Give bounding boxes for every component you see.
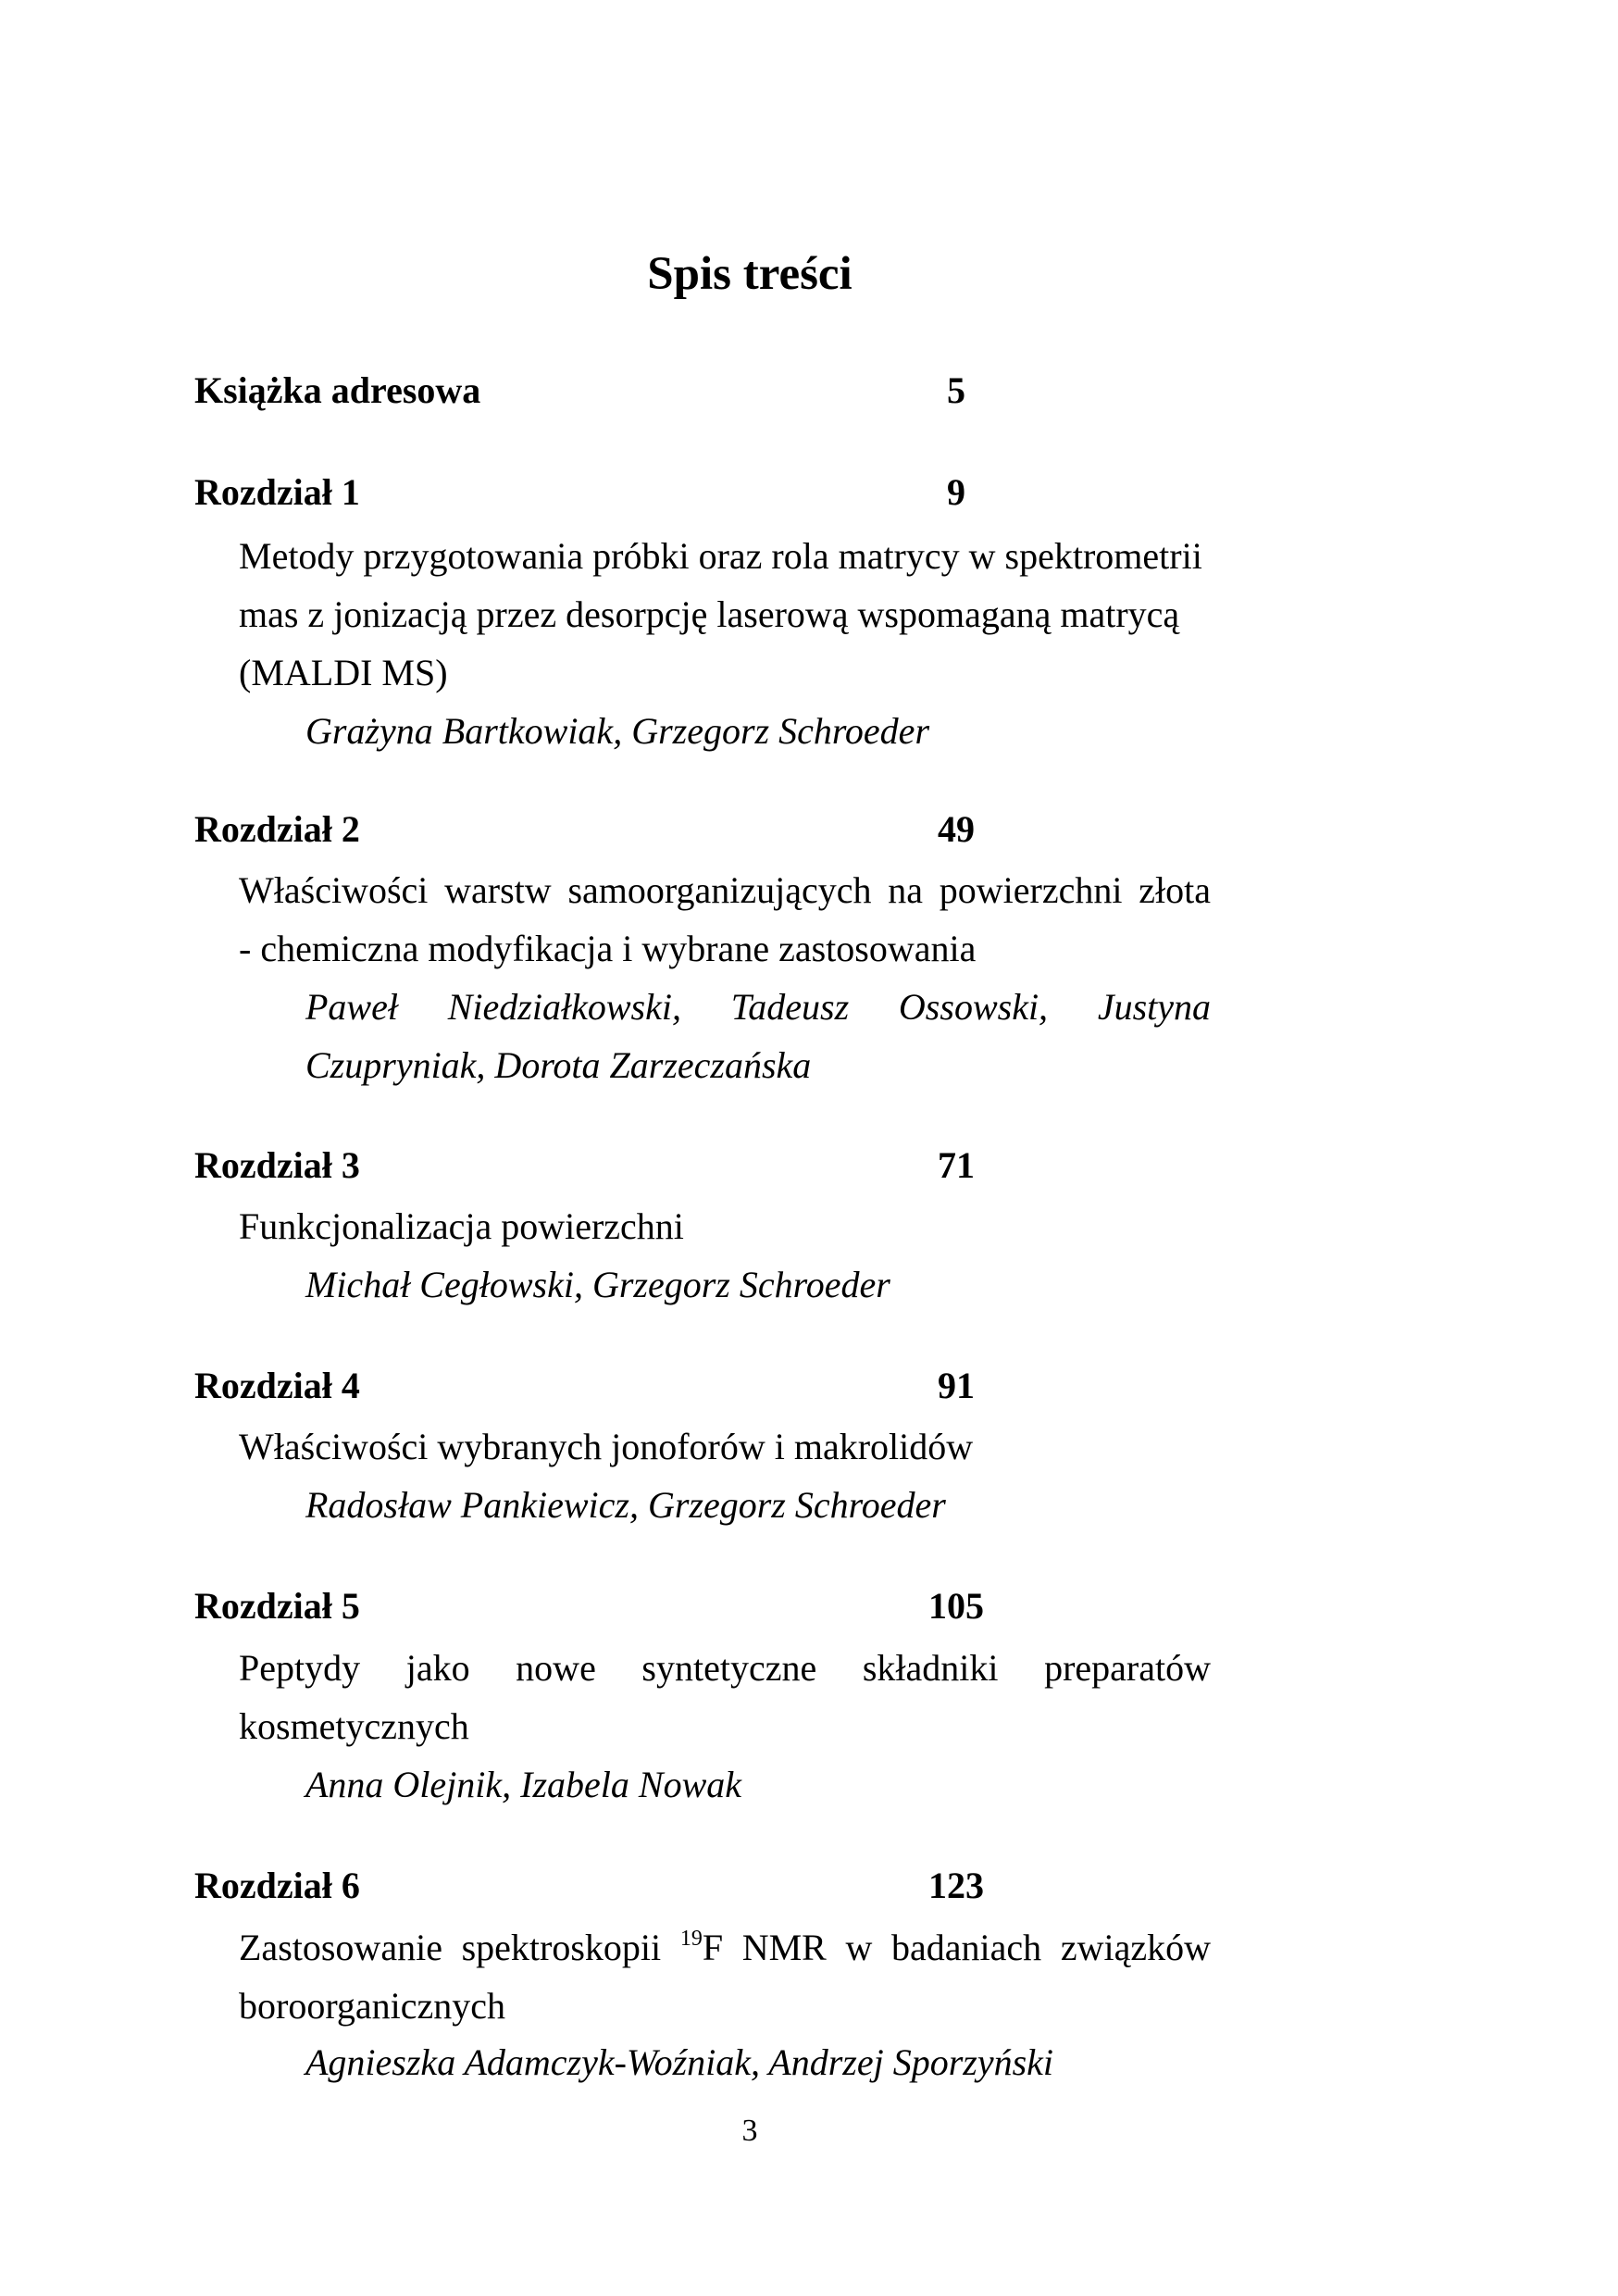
chapter-5-title-line-1: Peptydy jako nowe syntetyczne składniki preparatów [239, 1647, 1211, 1689]
chapter-3-title-line-1: Funkcjonalizacja powierzchni [239, 1205, 684, 1247]
chapter-2-title [239, 861, 1211, 978]
chapter-1-authors [305, 702, 1211, 760]
chapter-1-page: 9 [947, 471, 965, 513]
chapter-4-authors-line-1: Radosław Pankiewicz, Grzegorz Schroeder [305, 1484, 946, 1526]
chapter-1-title-line-2: mas z jonizacją przez desorpcję laserową wspomaganą matrycą [239, 593, 1180, 635]
chapter-1-label: Rozdział 1 [194, 471, 360, 513]
chapter-6-title-pre: Zastosowanie spektroskopii [239, 1927, 680, 1968]
chapter-1-title [239, 527, 1211, 702]
chapter-3-authors-line-1: Michał Cegłowski, Grzegorz Schroeder [305, 1264, 890, 1305]
chapter-6-title-line-1 [239, 1918, 1211, 1977]
chapter-5-title-line-2: kosmetycznych [239, 1705, 469, 1747]
chapter-5-authors [305, 1755, 1211, 1814]
chapter-5-title [239, 1639, 1211, 1755]
chapter-3-label: Rozdział 3 [194, 1144, 360, 1186]
chapter-6-label: Rozdział 6 [194, 1865, 360, 1906]
chapter-2-page: 49 [938, 808, 975, 850]
address-book-page: 5 [947, 369, 965, 411]
page-title: Spis treści [647, 248, 853, 300]
chapter-2-label: Rozdział 2 [194, 808, 360, 850]
chapter-6-title-sup: 19 [679, 1927, 703, 1951]
chapter-5-authors-line-1: Anna Olejnik, Izabela Nowak [305, 1764, 742, 1805]
chapter-1-title-line-1: Metody przygotowania próbki oraz rola matrycy w spektrometrii [239, 535, 1202, 577]
chapter-2-title-line-1: Właściwości warstw samoorganizujących na powierzchni złota [239, 869, 1211, 911]
chapter-3-title [239, 1197, 1211, 1255]
chapter-6-title-line-2: boroorganicznych [239, 1985, 506, 2027]
chapter-4-label: Rozdział 4 [194, 1365, 360, 1406]
chapter-6-title-post: F NMR w badaniach związków [702, 1927, 1211, 1968]
chapter-6-authors-line-1: Agnieszka Adamczyk-Woźniak, Andrzej Sporzyński [305, 2041, 1054, 2083]
page-number: 3 [741, 2114, 758, 2148]
chapter-6-page: 123 [928, 1865, 984, 1906]
chapter-2-title-line-2: - chemiczna modyfikacja i wybrane zastosowania [239, 928, 977, 969]
chapter-6-title [239, 1918, 1211, 2035]
chapter-4-authors [305, 1476, 1211, 1534]
chapter-1-title-line-3: (MALDI MS) [239, 652, 448, 693]
chapter-3-authors [305, 1255, 1211, 1314]
chapter-5-page: 105 [928, 1585, 984, 1627]
chapter-2-authors-line-1: Paweł Niedziałkowski, Tadeusz Ossowski, Justyna [305, 986, 1211, 1028]
chapter-6-authors [305, 2033, 1211, 2091]
chapter-2-authors-line-2: Czupryniak, Dorota Zarzeczańska [305, 1044, 812, 1086]
chapter-3-page: 71 [938, 1144, 975, 1186]
chapter-1-authors-line-1: Grażyna Bartkowiak, Grzegorz Schroeder [305, 710, 930, 752]
chapter-5-label: Rozdział 5 [194, 1585, 360, 1627]
chapter-4-page: 91 [938, 1365, 975, 1406]
chapter-4-title [239, 1417, 1211, 1476]
chapter-4-title-line-1: Właściwości wybranych jonoforów i makrolidów [239, 1426, 974, 1467]
chapter-2-authors [305, 978, 1211, 1094]
address-book-title: Książka adresowa [194, 369, 481, 411]
